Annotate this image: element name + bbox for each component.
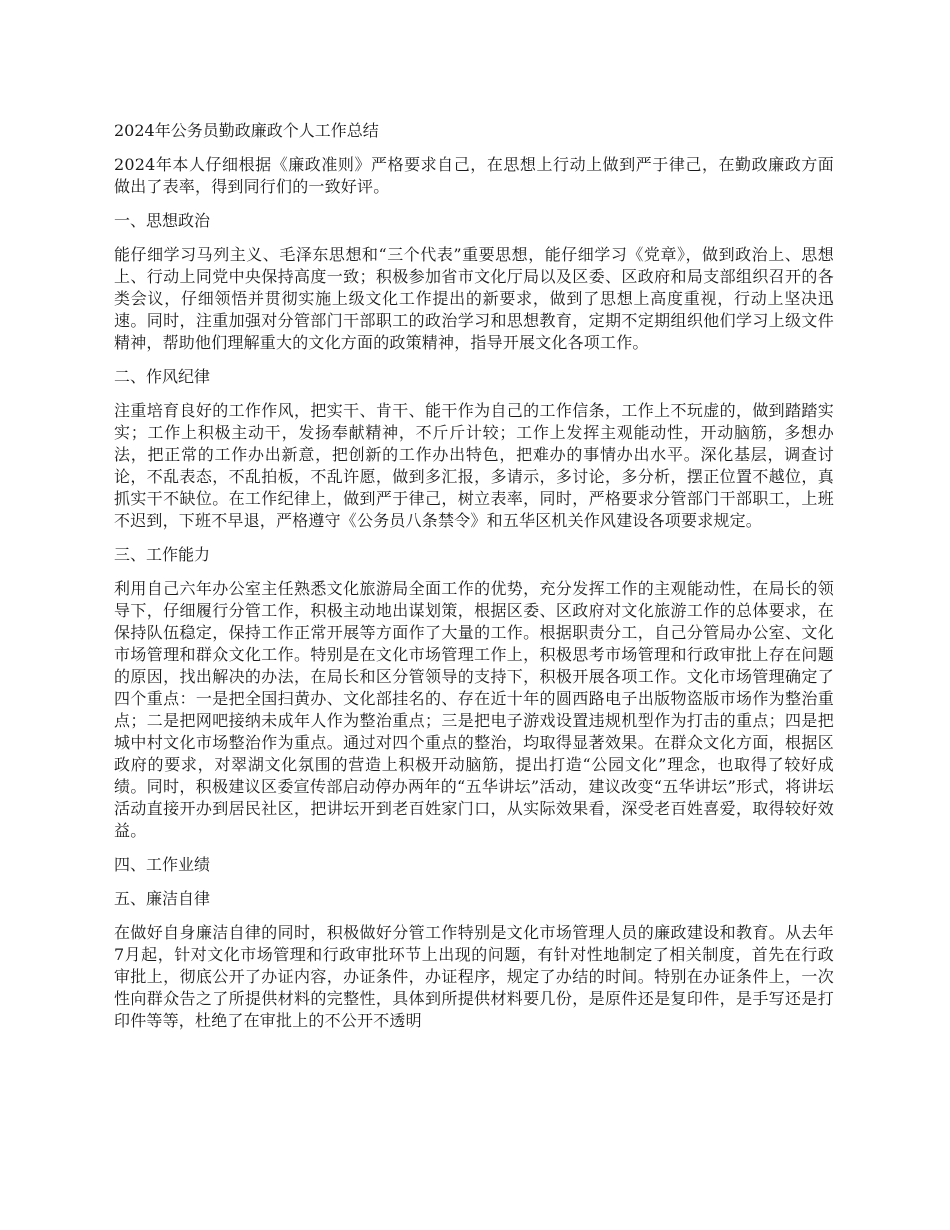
section-heading-ability: 三、工作能力 [114,545,211,564]
section-heading-integrity: 五、廉洁自律 [114,889,211,908]
section-body-ability: 利用自己六年办公室主任熟悉文化旅游局全面工作的优势，充分发挥工作的主观能动性，在局长的领导下，仔细履行分管工作，积极主动地出谋划策，根据区委、区政府对文化旅游工作的总体要求，在保持队伍稳定，保持工作正常开展等方面作了大量的工作。根据职责分工，自己分管局办公室、文化市场管理和群众文化工作。特别是在文化市场管理工作上，积极思考市场管理和行政审批上存在问题的原因，找出解决的办法，在局长和区分管领导的支持下，积极开展各项工作。文化市场管理确定了四个重点：一是把全国扫黄办、文化部挂名的、存在近十年的圆西路电子出版物盗版市场作为整治重点；二是把网吧接纳未成年人作为整治重点；三是把电子游戏设置违规机型作为打击的重点；四是把城中村文化市场整治作为重点。通过对四个重点的整治，均取得显著效果。在群众文化方面，根据区政府的要求，对翠湖文化氛围的营造上积极开动脑筋，提出打造“公园文化”理念，也取得了较好成绩。同时，积极建议区委宣传部启动停办两年的“五华讲坛”活动，建议改变“五华讲坛”形式，将讲坛活动直接开办到居民社区，把讲坛开到老百姓家门口，从实际效果看，深受老百姓喜爱，取得较好效益。 [114,579,834,840]
section-body-thought: 能仔细学习马列主义、毛泽东思想和“三个代表”重要思想，能仔细学习《党章》，做到政治上、思想上、行动上同党中央保持高度一致；积极参加省市文化厅局以及区委、区政府和局支部组织召开的各类会议，仔细领悟并贯彻实施上级文化工作提出的新要求，做到了思想上高度重视，行动上坚决迅速。同时，注重加强对分管部门干部职工的政治学习和思想教育，定期不定期组织他们学习上级文件精神，帮助他们理解重大的文化方面的政策精神，指导开展文化各项工作。 [114,245,834,352]
document-title: 2024年公务员勤政廉政个人工作总结 [114,121,379,140]
section-heading-achievements: 四、工作业绩 [114,855,211,874]
section-body-integrity: 在做好自身廉洁自律的同时，积极做好分管工作特别是文化市场管理人员的廉政建设和教育。从去年7月起，针对文化市场管理和行政审批环节上出现的问题，有针对性地制定了相关制度，首先在行政审批上，彻底公开了办证内容，办证条件，办证程序，规定了办结的时间。特别在办证条件上，一次性向群众告之了所提供材料的完整性，具体到所提供材料要几份，是原件还是复印件，是手写还是打印件等等，杜绝了在审批上的不公开不透明 [114,923,834,1030]
section-heading-discipline: 二、作风纪律 [114,367,211,386]
section-body-discipline: 注重培育良好的工作作风，把实干、肯干、能干作为自己的工作信条，工作上不玩虚的，做到踏踏实实；工作上积极主动干，发扬奉献精神，不斤斤计较；工作上发挥主观能动性，开动脑筋，多想办法，把正常的工作办出新意，把创新的工作办出特色，把难办的事情办出水平。深化基层，调查讨论，不乱表态，不乱拍板，不乱许愿，做到多汇报，多请示，多讨论，多分析，摆正位置不越位，真抓实干不缺位。在工作纪律上，做到严于律己，树立表率，同时，严格要求分管部门干部职工，上班不迟到，下班不早退，严格遵守《公务员八条禁令》和五华区机关作风建设各项要求规定。 [114,401,834,530]
intro-paragraph: 2024年本人仔细根据《廉政准则》严格要求自己，在思想上行动上做到严于律己，在勤政廉政方面做出了表率，得到同行们的一致好评。 [114,155,834,196]
document-page [114,120,834,1044]
section-heading-thought: 一、思想政治 [114,211,211,230]
